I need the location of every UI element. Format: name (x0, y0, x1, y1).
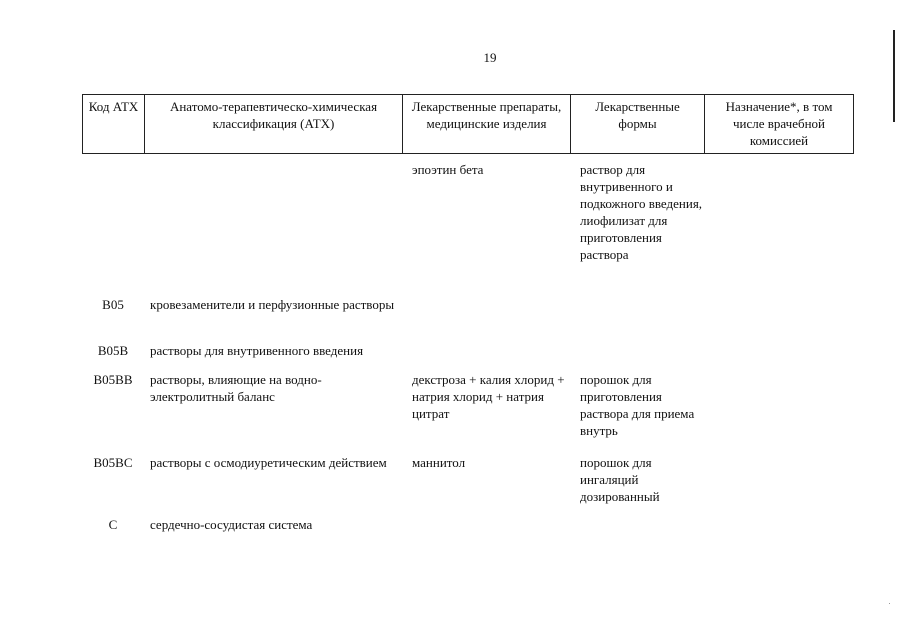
row-code: B05B (97, 343, 129, 358)
row-form: раствор для внутривенного и подкожного введения, лиофилизат для приготовления раствора (580, 162, 703, 262)
row-code: C (108, 517, 118, 532)
header-forms: Лекарственные формы (571, 95, 705, 154)
row-classification: растворы для внутривенного введения (150, 343, 364, 358)
header-classification: Анатомо-терапевтическо-химическая классификация (АТХ) (145, 95, 403, 154)
row-classification: растворы, влияющие на водно-электролитный баланс (150, 372, 322, 404)
header-row (83, 95, 854, 154)
margin-rule (893, 30, 895, 122)
row-classification: сердечно-сосудистая система (150, 517, 313, 532)
header-drugs: Лекарственные препараты, медицинские изделия (403, 95, 571, 154)
row-classification: кровезаменители и перфузионные растворы (150, 297, 395, 312)
header-purpose: Назначение*, в том числе врачебной комиссией (705, 95, 854, 154)
table-header (82, 94, 854, 154)
row-form: порошок для ингаляций дозированный (580, 455, 660, 504)
page-number: 19 (483, 50, 497, 65)
header-code: Код АТХ (83, 95, 145, 154)
row-drug: маннитол (412, 455, 466, 470)
scan-speck (889, 603, 890, 604)
row-classification: растворы с осмодиуретическим действием (150, 455, 387, 470)
row-drug: декстроза + калия хлорид + натрия хлорид + натрия цитрат (412, 372, 565, 421)
row-code: B05 (102, 297, 124, 312)
row-code: B05BB (93, 372, 133, 387)
row-code: B05BC (93, 455, 133, 470)
row-form: порошок для приготовления раствора для приема внутрь (580, 372, 695, 438)
row-drug: эпоэтин бета (412, 162, 484, 177)
